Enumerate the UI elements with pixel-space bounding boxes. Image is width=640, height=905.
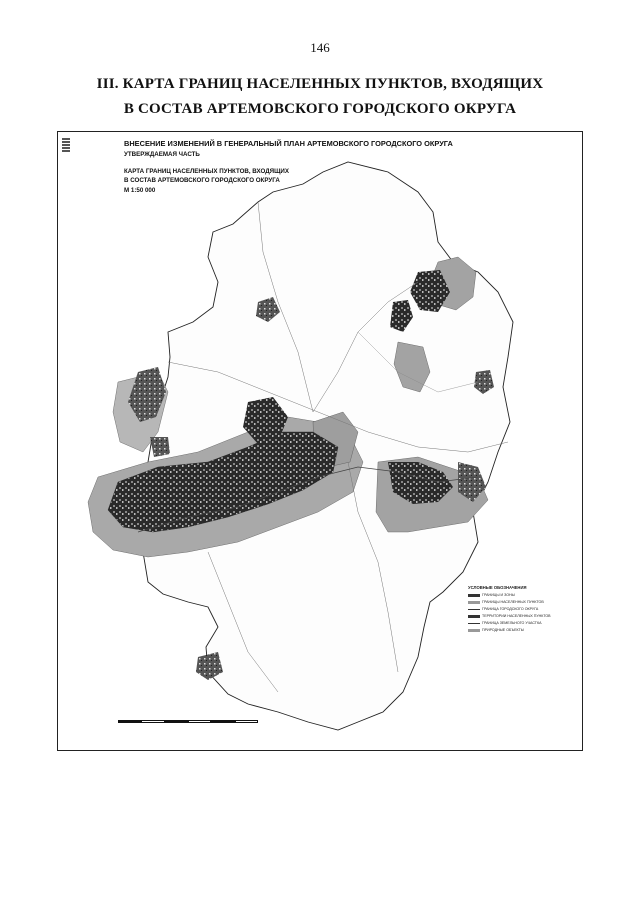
page-heading bbox=[0, 72, 640, 122]
map-corner-key bbox=[62, 138, 112, 153]
legend-swatch bbox=[468, 609, 480, 610]
scale-bar bbox=[118, 717, 258, 747]
legend-label: ГРАНИЦА ЗЕМЕЛЬНОГО УЧАСТКА bbox=[482, 621, 542, 625]
map-sheet bbox=[57, 131, 583, 751]
legend-item bbox=[468, 614, 576, 619]
map-title: ВНЕСЕНИЕ ИЗМЕНЕНИЙ В ГЕНЕРАЛЬНЫЙ ПЛАН АРТЕМОВСКОГО ГОРОДСКОГО ОКРУГА bbox=[124, 139, 453, 148]
legend-label: ГРАНИЦЫ И ЗОНЫ bbox=[482, 593, 515, 597]
heading-line-2: В СОСТАВ АРТЕМОВСКОГО ГОРОДСКОГО ОКРУГА bbox=[123, 101, 517, 117]
corner-key-row bbox=[62, 141, 112, 143]
corner-key-row bbox=[62, 144, 112, 146]
legend-items bbox=[468, 593, 576, 633]
map-scale: М 1:50 000 bbox=[124, 187, 156, 194]
legend-item bbox=[468, 607, 576, 612]
map-subtitle: УТВЕРЖДАЕМАЯ ЧАСТЬ bbox=[124, 151, 200, 158]
legend-label: ГРАНИЦЫ НАСЕЛЕННЫХ ПУНКТОВ bbox=[482, 600, 544, 604]
legend-item bbox=[468, 621, 576, 626]
map-legend bbox=[468, 585, 576, 635]
district-map-graphic bbox=[58, 132, 583, 751]
corner-key-row bbox=[62, 138, 112, 140]
legend-label: ПРИРОДНЫЕ ОБЪЕКТЫ bbox=[482, 628, 524, 632]
legend-heading: УСЛОВНЫЕ ОБОЗНАЧЕНИЯ bbox=[468, 585, 527, 590]
legend-swatch bbox=[468, 601, 480, 604]
map-title-block bbox=[124, 139, 564, 196]
legend-swatch bbox=[468, 615, 480, 618]
map-name-line-1: КАРТА ГРАНИЦ НАСЕЛЕННЫХ ПУНКТОВ, ВХОДЯЩИХ bbox=[124, 168, 289, 175]
corner-key-row bbox=[62, 150, 112, 152]
page-number: 146 bbox=[310, 40, 330, 55]
legend-label: ТЕРРИТОРИИ НАСЕЛЕННЫХ ПУНКТОВ bbox=[482, 614, 551, 618]
legend-swatch bbox=[468, 629, 480, 632]
heading-line-1: III. КАРТА ГРАНИЦ НАСЕЛЕННЫХ ПУНКТОВ, ВХОДЯЩИХ bbox=[96, 76, 544, 92]
scale-bar-segments bbox=[118, 720, 258, 723]
legend-item bbox=[468, 600, 576, 605]
legend-item bbox=[468, 628, 576, 633]
corner-key-row bbox=[62, 147, 112, 149]
legend-swatch bbox=[468, 594, 480, 597]
legend-item bbox=[468, 593, 576, 598]
map-name-line-2: В СОСТАВ АРТЕМОВСКОГО ГОРОДСКОГО ОКРУГА bbox=[124, 177, 280, 184]
legend-label: ГРАНИЦА ГОРОДСКОГО ОКРУГА bbox=[482, 607, 539, 611]
legend-swatch bbox=[468, 623, 480, 624]
